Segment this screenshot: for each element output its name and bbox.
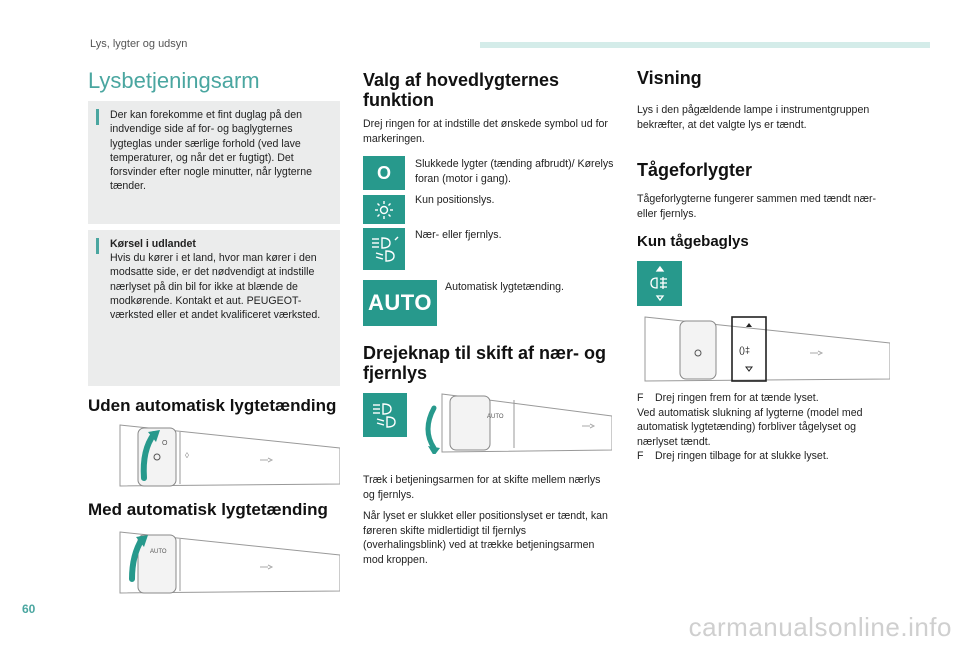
heading-function: Valg af hovedlygternes funktion	[363, 70, 560, 110]
beam-switch-icon	[363, 393, 407, 437]
note-abroad	[88, 230, 340, 386]
stalk-switch-illustration	[412, 390, 612, 454]
stalk-auto-illustration	[110, 527, 340, 599]
svg-text:()‡: ()‡	[739, 345, 750, 355]
svg-text:AUTO: AUTO	[487, 414, 504, 420]
rear-fog-icon	[637, 261, 682, 306]
watermark: carmanualsonline.info	[688, 612, 952, 642]
position-lights-icon	[363, 195, 405, 224]
note-marker	[96, 238, 99, 254]
auto-lights-icon: AUTO	[363, 280, 437, 326]
stalk-manual-illustration	[110, 420, 340, 492]
headlights-icon	[363, 228, 405, 270]
lights-off-icon: O	[363, 156, 405, 190]
switch-para2: Når lyset er slukket eller positionslyset er tændt, kan føreren skifte midlertidigt til fjernlys (overhalingsblink) ved at trække betjeningsarmen mod kroppen.	[363, 510, 608, 566]
step-off: F Drej ringen tilbage for at slukke lyset.	[637, 450, 829, 463]
switch-para1: Træk i betjeningsarmen for at skifte mellem nærlys og fjernlys.	[363, 474, 601, 501]
auto-note: Ved automatisk slukning af lygterne (model med automatisk lygtetænding) forbliver tågelyset og nærlyset tændt.	[637, 406, 863, 448]
page-number: 60	[22, 602, 36, 616]
section-header: Lys, lygter og udsyn	[90, 38, 188, 50]
heading-rear-fog: Kun tågebaglys	[637, 233, 749, 250]
item-headlights-text: Nær- eller fjernlys.	[415, 229, 502, 241]
note-condensation	[88, 101, 340, 224]
stalk-fog-illustration	[640, 313, 890, 385]
item-position-text: Kun positionslys.	[415, 194, 495, 206]
step-on: F Drej ringen frem for at tænde lyset.	[637, 392, 819, 404]
header-bar	[480, 42, 930, 48]
note-text: Hvis du kører i et land, hvor man kører i den modsatte side, er det nødvendigt at indstille nærlyset på din bil for ikke at blænde de modkørende. Kontakt et aut. PEUGEOT-værksted eller et andet kvalificeret værksted.	[110, 252, 321, 322]
heading-manual: Uden automatisk lygtetænding	[88, 396, 337, 415]
note-title: Kørsel i udlandet	[110, 238, 196, 250]
intro-text: Drej ringen for at indstille det ønskede symbol ud for markeringen.	[363, 118, 608, 145]
item-auto-text: Automatisk lygtetænding.	[445, 281, 564, 293]
heading-switch: Drejeknap til skift af nær- og fjernlys	[363, 343, 607, 383]
note-marker	[96, 109, 99, 125]
display-text: Lys i den pågældende lampe i instrumentgruppen bekræfter, at det valgte lys er tændt.	[637, 104, 870, 131]
heading-display: Visning	[637, 68, 702, 88]
svg-text:O: O	[162, 440, 168, 447]
heading-fog: Tågeforlygter	[637, 160, 753, 180]
rear-fog-instructions	[637, 391, 887, 464]
heading-auto: Med automatisk lygtetænding	[88, 500, 328, 519]
item-off-text: Slukkede lygter (tænding afbrudt)/ Kørelys foran (motor i gang).	[415, 158, 614, 185]
note-text: Der kan forekomme et fint duglag på den indvendige side af for- og baglygternes lygteglas under særlige forhold (ved lave temperaturer, og når det er fugtigt). Det forsvinder efter nogle minutter, når lygterne tænder.	[110, 109, 312, 193]
svg-text:AUTO: AUTO	[150, 549, 167, 555]
svg-text:◊: ◊	[185, 451, 189, 460]
fog-text: Tågeforlygterne fungerer sammen med tændt nær- eller fjernlys.	[637, 193, 877, 220]
page-title: Lysbetjeningsarm	[88, 68, 260, 93]
